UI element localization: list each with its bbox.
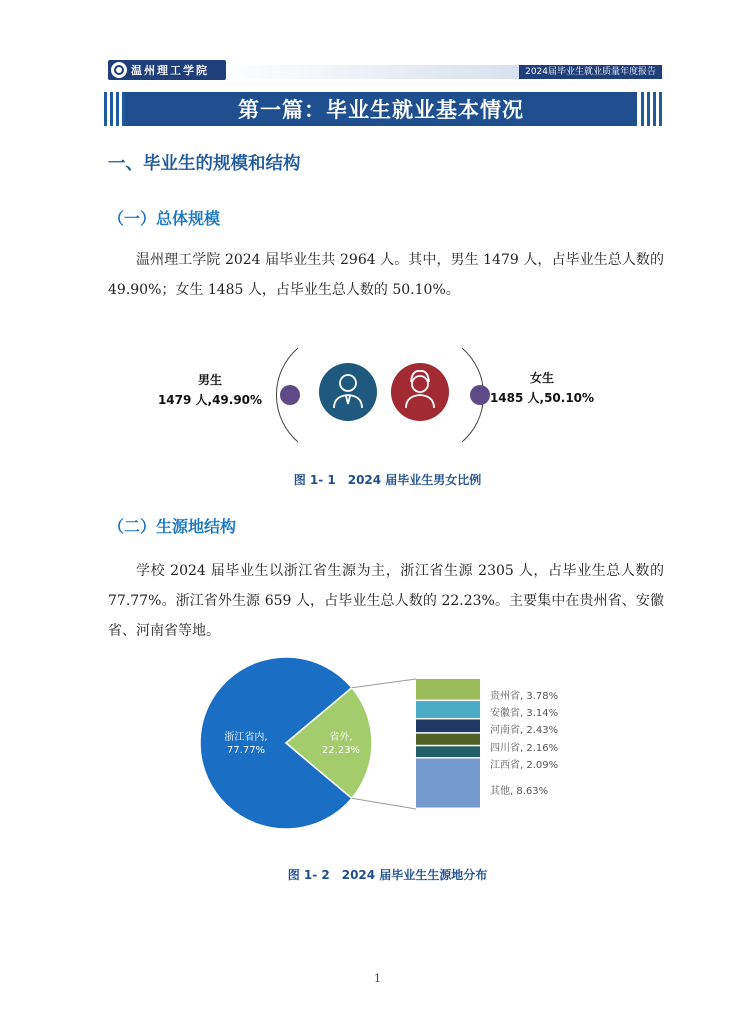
- breakdown-bar-segment: [416, 679, 480, 700]
- male-stat: [140, 370, 280, 410]
- legend-sichuan: 四川省, 2.16%: [490, 743, 559, 754]
- banner-stripes-right: [641, 92, 662, 126]
- male-circle: [319, 363, 377, 421]
- legend-other: 其他, 8.63%: [490, 786, 549, 797]
- legend-anhui: 安徽省, 3.14%: [490, 708, 559, 719]
- section-heading: 一、毕业生的规模和结构: [108, 154, 301, 174]
- school-logo: [108, 60, 226, 80]
- chapter-title: 第一篇：毕业生就业基本情况: [125, 92, 637, 126]
- figure2-caption: 图 1- 2 2024 届毕业生生源地分布: [287, 868, 488, 882]
- legend-jiangxi: 江西省, 2.09%: [490, 760, 559, 771]
- legend-henan: 河南省, 2.43%: [490, 725, 559, 736]
- connector-line-top: [352, 679, 416, 688]
- banner-stripes: [104, 92, 125, 126]
- connector-line-bottom: [352, 798, 416, 809]
- female-stat: [472, 368, 612, 408]
- breakdown-bar-segment: [416, 734, 480, 745]
- slice-label-zhejiang: [213, 731, 279, 757]
- figure1-caption: 图 1- 1 2024 届毕业生男女比例: [293, 473, 482, 487]
- report-title: 2024届毕业生就业质量年度报告: [519, 65, 662, 79]
- male-dot: [280, 385, 300, 405]
- breakdown-bar-segment: [416, 746, 480, 757]
- male-value: 1479 人,49.90%: [157, 393, 263, 407]
- subsection-heading-scale: （一）总体规模: [108, 209, 221, 228]
- legend-guizhou: 贵州省, 3.78%: [490, 691, 559, 702]
- subsection-heading-origin: （二）生源地结构: [108, 517, 237, 536]
- slice-value: 22.23%: [321, 745, 361, 756]
- slice-name: 浙江省内,: [224, 732, 268, 743]
- male-label: 男生: [197, 373, 222, 387]
- breakdown-bar-segment: [416, 759, 480, 808]
- school-seal-icon: [111, 62, 127, 78]
- scale-paragraph: 温州理工学院 2024 届毕业生共 2964 人。其中，男生 1479 人，占毕业生总人数的 49.90%；女生 1485 人，占毕业生总人数的 50.10%。: [108, 252, 664, 298]
- breakdown-bar-segment: [416, 701, 480, 718]
- page-number: 1: [374, 972, 381, 985]
- female-value: 1485 人,50.10%: [489, 391, 595, 405]
- breakdown-bar-segment: [416, 719, 480, 732]
- slice-label-outside: [309, 731, 373, 757]
- female-label: 女生: [529, 371, 554, 385]
- slice-name: 省外,: [329, 732, 353, 743]
- slice-value: 77.77%: [226, 745, 266, 756]
- school-name: 温州理工学院: [131, 64, 209, 77]
- chapter-banner: [104, 92, 662, 126]
- origin-paragraph: 学校 2024 届毕业生以浙江省生源为主，浙江省生源 2305 人，占毕业生总人数的 77.77%。浙江省外生源 659 人，占毕业生总人数的 22.23%。主要集中在贵州省、安徽省、河南省等地。: [108, 563, 664, 639]
